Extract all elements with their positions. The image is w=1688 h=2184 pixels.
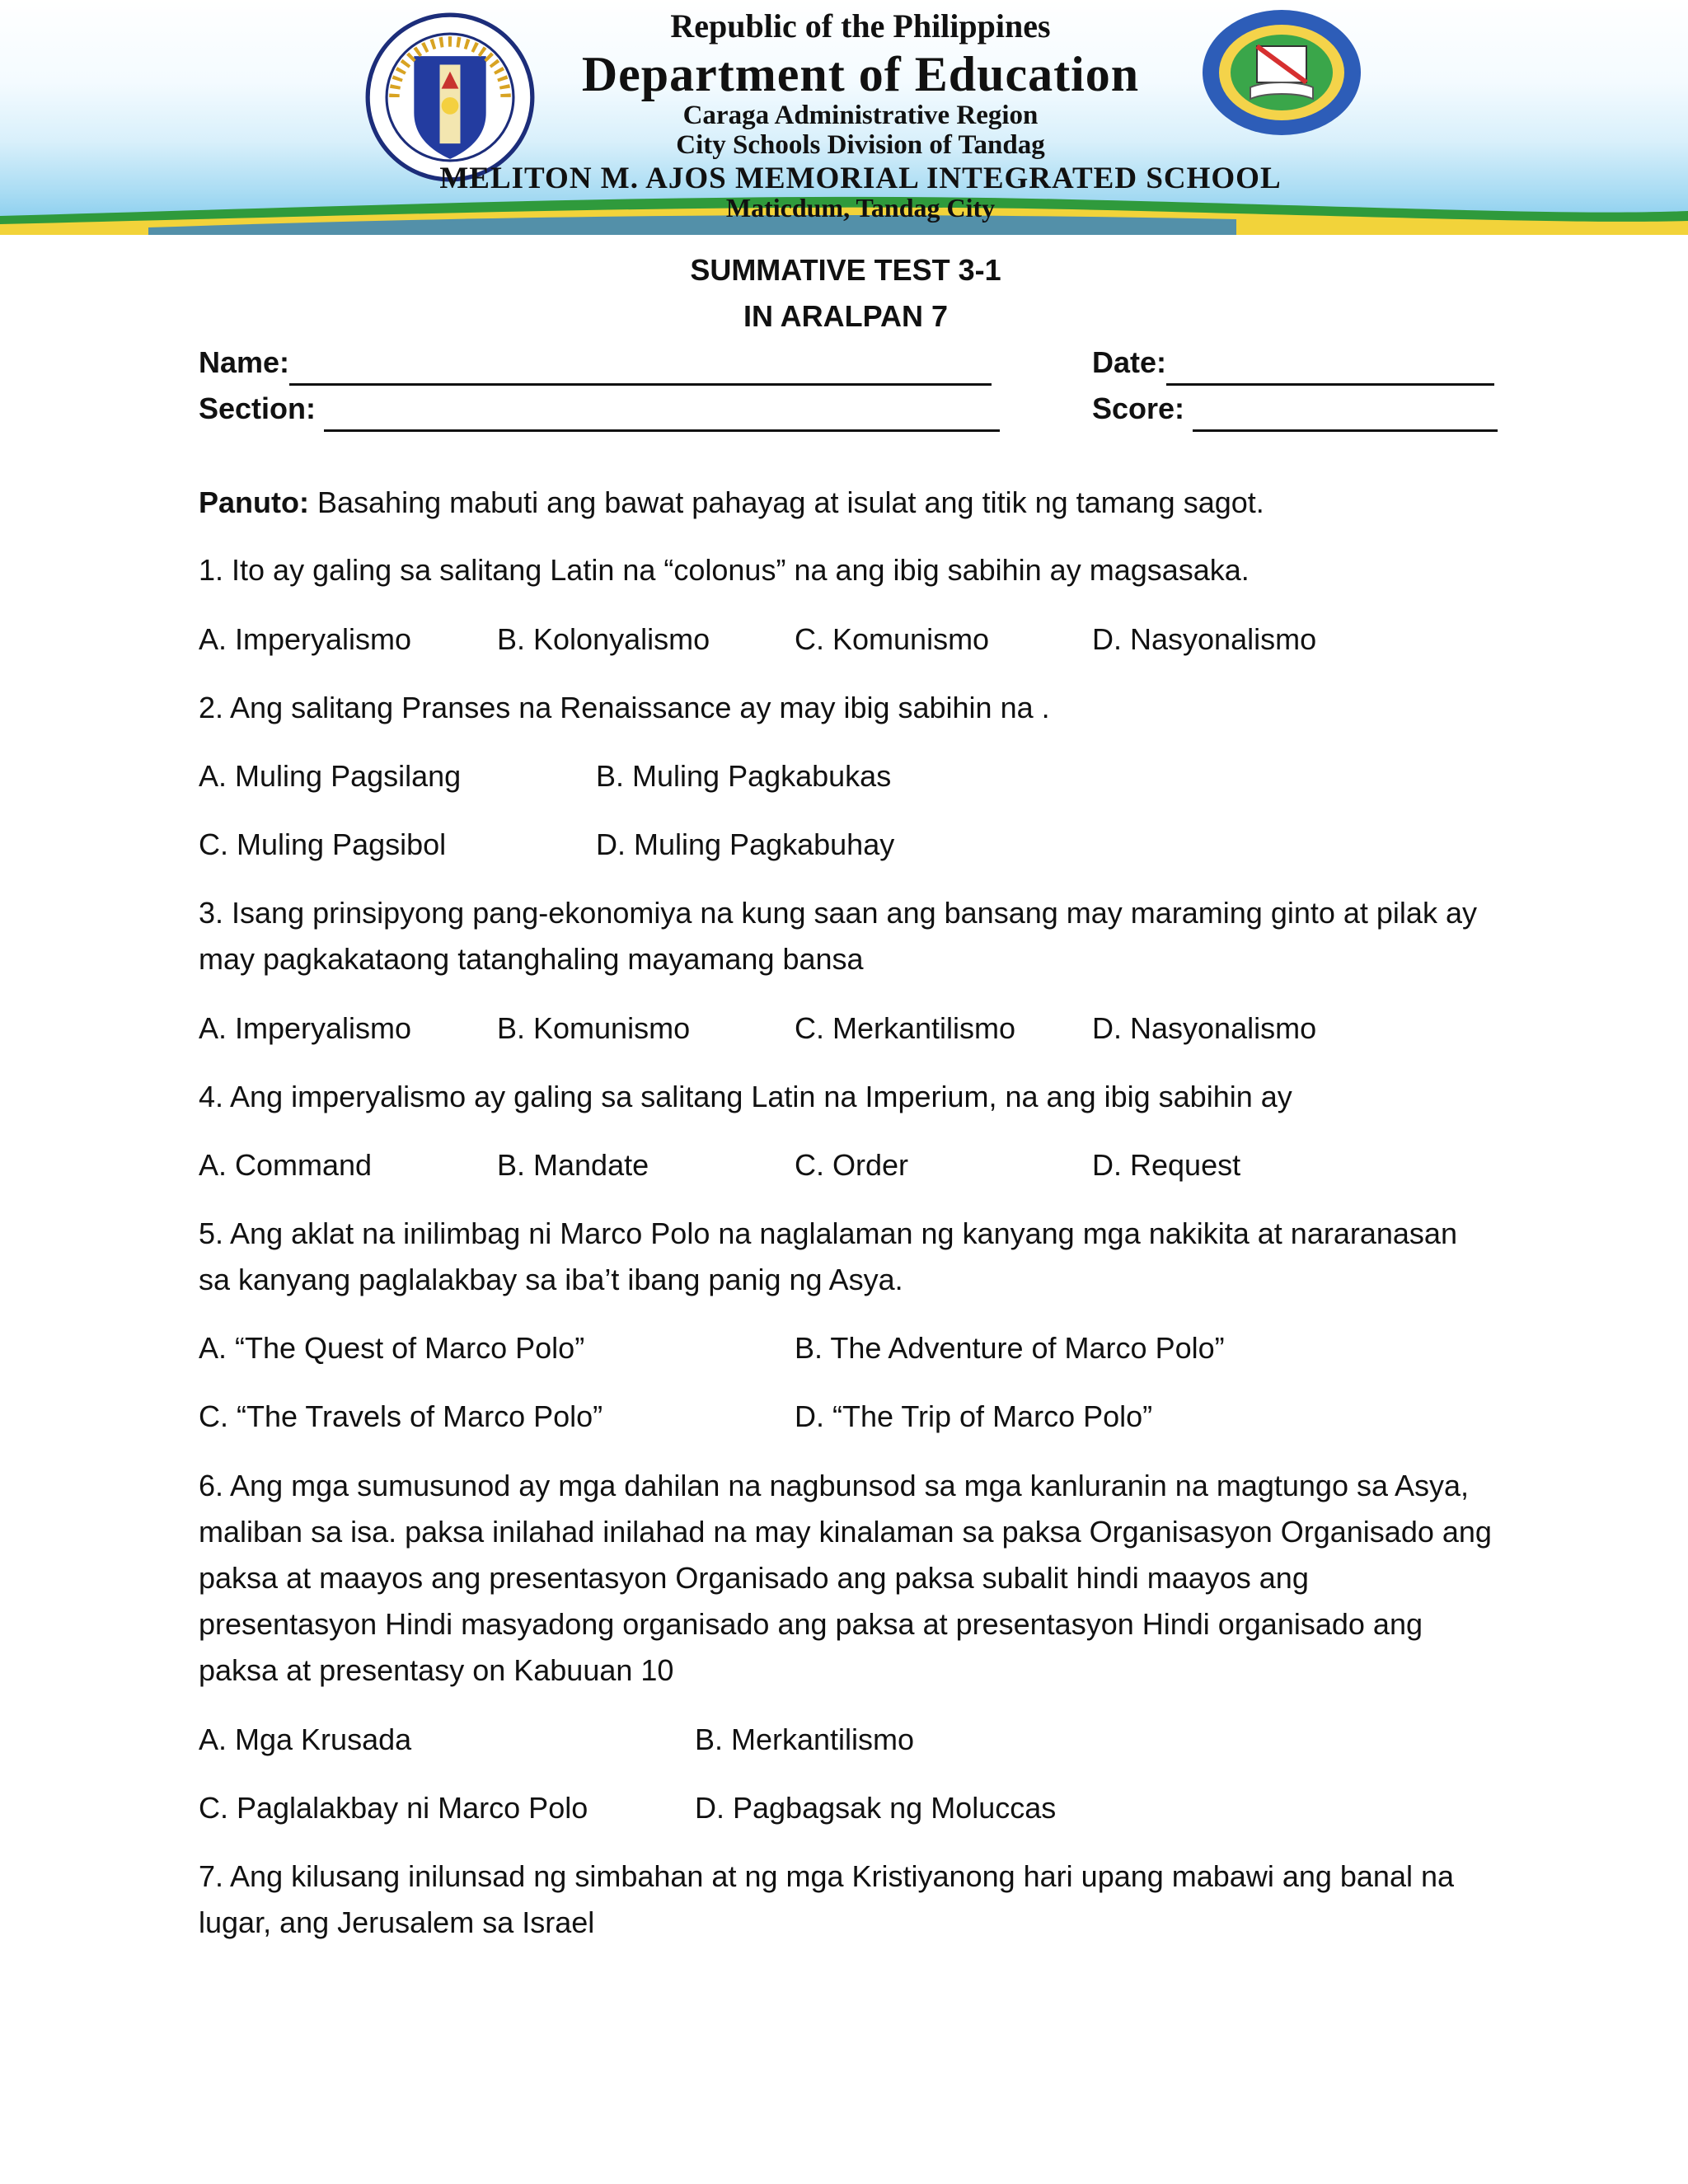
- q2-option-c: C. Muling Pagsibol: [199, 827, 447, 861]
- test-title: SUMMATIVE TEST 3-1: [690, 253, 1001, 287]
- instructions-text: Basahing mabuti ang bawat pahayag at isulat ang titik ng tamang sagot.: [317, 485, 1264, 519]
- q3-option-b: B. Komunismo: [497, 1011, 691, 1045]
- question-3: 3. Isang prinsipyong pang-ekonomiya na kung saan ang bansang may maraming ginto at pilak ay may pagkakataong tatanghaling mayamang bansa: [199, 896, 1477, 976]
- question-2: 2. Ang salitang Pranses na Renaissance ay may ibig sabihin na .: [199, 691, 1050, 724]
- question-6: 6. Ang mga sumusunod ay mga dahilan na nagbunsod sa mga kanluranin na magtungo sa Asya, maliban sa isa. paksa inilahad inilahad na may kinalaman sa paksa Organisasyon Organisado ang paksa at maayos ang presentasyon Organisado ang paksa subalit hindi maayos ang presentasyon Hindi masyadong organisado ang paksa at presentasyon Hindi organisado ang paksa at presentasy on Kabuuan 10: [199, 1469, 1492, 1687]
- q1-option-b: B. Kolonyalismo: [497, 622, 710, 656]
- q6-option-d: D. Pagbagsak ng Moluccas: [695, 1791, 1057, 1825]
- instructions: [199, 480, 1493, 526]
- q3-option-c: C. Merkantilismo: [795, 1011, 1016, 1045]
- section-label: Section:: [199, 391, 316, 425]
- question-5: 5. Ang aklat na inilimbag ni Marco Polo na naglalaman ng kanyang mga nakikita at nararanasan sa kanyang paglalakbay sa iba’t ibang panig ng Asya.: [199, 1216, 1457, 1296]
- date-label: Date:: [1092, 345, 1167, 379]
- q2-option-a: A. Muling Pagsilang: [199, 759, 462, 793]
- q5-option-d: D. “The Trip of Marco Polo”: [795, 1399, 1153, 1433]
- q4-option-a: A. Command: [199, 1148, 373, 1182]
- header-region: Caraga Administrative Region: [682, 101, 1039, 130]
- date-blank[interactable]: [1166, 352, 1494, 386]
- score-blank[interactable]: [1193, 398, 1498, 432]
- test-subject: IN ARALPAN 7: [743, 299, 948, 333]
- question-4: 4. Ang imperyalismo ay galing sa salitang Latin na Imperium, na ang ibig sabihin ay: [199, 1080, 1292, 1113]
- q1-option-c: C. Komunismo: [795, 622, 990, 656]
- header-address: Maticdum, Tandag City: [725, 193, 996, 223]
- score-label: Score:: [1092, 391, 1185, 425]
- q6-option-c: C. Paglalakbay ni Marco Polo: [199, 1791, 588, 1825]
- q6-option-a: A. Mga Krusada: [199, 1722, 412, 1756]
- letterhead-banner: [0, 0, 1688, 235]
- q5-option-a: A. “The Quest of Marco Polo”: [199, 1331, 585, 1365]
- score-field[interactable]: [1092, 386, 1498, 432]
- header-division: City Schools Division of Tandag: [676, 130, 1045, 160]
- q4-option-c: C. Order: [795, 1148, 909, 1182]
- question-1: 1. Ito ay galing sa salitang Latin na “colonus” na ang ibig sabihin ay magsasaka.: [199, 553, 1250, 587]
- header-republic: Republic of the Philippines: [670, 7, 1051, 45]
- q5-option-b: B. The Adventure of Marco Polo”: [795, 1331, 1225, 1365]
- q2-option-b: B. Muling Pagkabukas: [596, 759, 892, 793]
- section-field[interactable]: [199, 386, 1000, 432]
- date-field[interactable]: [1092, 340, 1494, 386]
- name-blank[interactable]: [289, 352, 992, 386]
- section-blank[interactable]: [324, 398, 1000, 432]
- q5-option-c: C. “The Travels of Marco Polo”: [199, 1399, 603, 1433]
- q6-option-b: B. Merkantilismo: [695, 1722, 915, 1756]
- q1-option-a: A. Imperyalismo: [199, 622, 412, 656]
- q1-option-d: D. Nasyonalismo: [1092, 622, 1317, 656]
- q3-option-a: A. Imperyalismo: [199, 1011, 412, 1045]
- name-label: Name:: [199, 345, 290, 379]
- name-field[interactable]: [199, 340, 992, 386]
- header-department: Department of Education: [581, 47, 1140, 101]
- instructions-label: Panuto:: [199, 485, 309, 519]
- q4-option-d: D. Request: [1092, 1148, 1241, 1182]
- header-school: MELITON M. AJOS MEMORIAL INTEGRATED SCHOOL: [439, 162, 1282, 195]
- q4-option-b: B. Mandate: [497, 1148, 649, 1182]
- q2-option-d: D. Muling Pagkabuhay: [596, 827, 895, 861]
- question-7: 7. Ang kilusang inilunsad ng simbahan at ng mga Kristiyanong hari upang mabawi ang banal na lugar, ang Jerusalem sa Israel: [199, 1859, 1455, 1939]
- q3-option-d: D. Nasyonalismo: [1092, 1011, 1317, 1045]
